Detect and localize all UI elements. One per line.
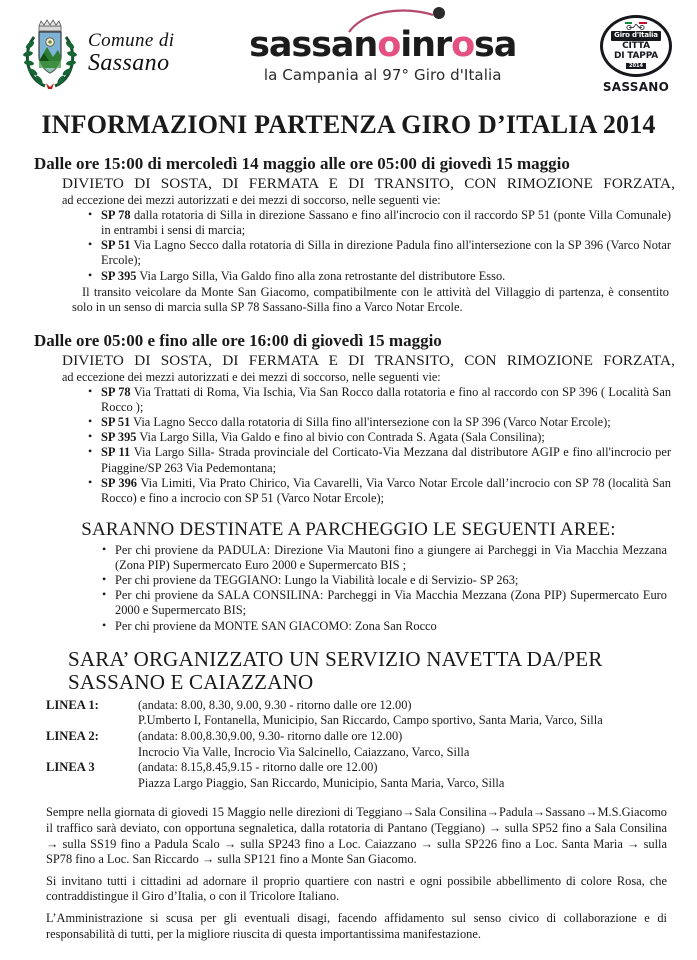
parking-heading: SARANNO DESTINATE A PARCHEGGIO LE SEGUENTI AREE: bbox=[81, 518, 616, 540]
closing-paragraph-1: Sempre nella giornata di giovedi 15 Maggio nelle direzioni di Teggiano→Sala Consilina→Padula→Sassano→M.S.Giacomo il traffico sarà deviato, con opportuna segnaletica, dalla rotatoria di Pantano (Teggiano) → sulla SP52 fino a Sala Consilina → sulla SS19 fino a Padula Scalo → sulla SP243 fino a Loc. Caiazzano → sulla SP226 fino a Loc. Santa Maria → sulla SP78 fino a Loc. San Riccardo → sulla SP121 fino a Monte San Giacomo. bbox=[46, 805, 667, 867]
road-code: SP 78 bbox=[101, 384, 131, 399]
road-code: SP 11 bbox=[101, 445, 131, 460]
wordmark-part-2: an bbox=[330, 25, 378, 65]
road-description: dalla rotatoria di Silla in direzione Sassano e fino all'incrocio con il raccordo SP 51 (ponte Villa Comunale) in entrambi i sensi di marcia; bbox=[101, 208, 671, 238]
road-description: Via Lagno Secco dalla rotatoria di Silla fino all'intersezione con la SP 396 (Varco Notar Ercole); bbox=[130, 415, 611, 430]
shuttle-line-row bbox=[46, 729, 681, 745]
list-item bbox=[88, 430, 671, 445]
section2-exception: ad eccezione dei mezzi autorizzati e dei mezzi di soccorso, nelle seguenti vie: bbox=[62, 369, 441, 384]
sassanoinrosa-wordmark bbox=[249, 25, 517, 65]
road-description: Via Largo Silla, Via Galdo e fino al bivio con Contrada S. Agata (Sala Consilina); bbox=[136, 430, 545, 445]
section1-road-list bbox=[88, 208, 671, 284]
citta-label: CITTÀ bbox=[622, 40, 650, 51]
page-title: INFORMAZIONI PARTENZA GIRO D’ITALIA 2014 bbox=[41, 110, 656, 139]
list-item bbox=[88, 445, 671, 475]
bicycle-icon bbox=[625, 22, 647, 30]
shuttle-line-times: (andata: 8.15,8.45,9.15 - ritorno dalle ore 12.00) bbox=[138, 760, 378, 775]
road-code: SP 396 bbox=[101, 475, 138, 490]
road-code: SP 78 bbox=[101, 208, 131, 222]
shuttle-heading-line2: SASSANO E CAIAZZANO bbox=[68, 670, 314, 695]
road-description: Via Lagno Secco dalla rotatoria di Silla in direzione Padula fino all'intersezione con la SP 396 (Varco Notar Ercole); bbox=[101, 238, 671, 268]
list-item: • Per chi proviene da PADULA: Direzione Via Mautoni fino a giungere ai Parcheggi in Via Macchia Mezzana (Zona PIP) Supermercato Euro 2000 e Supermercato BIS ; bbox=[102, 543, 667, 573]
sassanoinrosa-tagline: la Campania al 97° Giro d'Italia bbox=[263, 66, 502, 84]
list-item: • Per chi proviene da TEGGIANO: Lungo la Viabilità locale e di Servizio- SP 263; bbox=[102, 573, 667, 588]
section1-heading: Dalle ore 15:00 di mercoledì 14 maggio alle ore 05:00 di giovedì 15 maggio bbox=[34, 154, 570, 173]
citta-di-tappa-badge bbox=[600, 15, 672, 77]
closing-notes bbox=[46, 805, 667, 942]
comune-logo-group bbox=[22, 17, 174, 91]
wordmark-o-2: o bbox=[451, 25, 475, 65]
section-timeframe-2 bbox=[16, 331, 681, 506]
closing-paragraph-3: L’Amministrazione si scusa per gli eventuali disagi, facendo affidamento sul senso civico di collaborazione e di responsabilità di tutti, per la migliore riuscita di questa importantissima manifestazione. bbox=[46, 911, 667, 941]
di-tappa-label: DI TAPPA bbox=[613, 51, 659, 62]
road-code: SP 395 bbox=[101, 268, 137, 283]
shuttle-line-label: LINEA 1: bbox=[46, 697, 99, 712]
badge-year: 2014 bbox=[626, 63, 646, 69]
section1-prohibition: DIVIETO DI SOSTA, DI FERMATA E DI TRANSITO, CON RIMOZIONE FORZATA, bbox=[62, 175, 675, 192]
road-code: SP 51 bbox=[101, 415, 131, 430]
road-description: Via Largo Silla- Strada provinciale del Corticato-Via Mezzana dal distributore AGIP e fino all'incrocio per Piaggine/SP 263 Via Pedemontana; bbox=[101, 445, 671, 475]
road-description: Via Largo Silla, Via Galdo fino alla zona retrostante del distributore Esso. bbox=[136, 268, 506, 283]
sassanoinrosa-logo bbox=[249, 25, 517, 84]
list-item bbox=[88, 385, 671, 415]
shuttle-line-stops: P.Umberto I, Fontanella, Municipio, San Riccardo, Campo sportivo, Santa Maria, Varco, Silla bbox=[138, 713, 603, 728]
shuttle-heading-line1: SARA’ ORGANIZZATO UN SERVIZIO NAVETTA DA/PER bbox=[68, 646, 603, 671]
shuttle-line-times: (andata: 8.00, 8.30, 9.00, 9.30 - ritorno dalle ore 12.00) bbox=[138, 697, 412, 712]
wordmark-o-1: o bbox=[377, 25, 401, 65]
wordmark-part-4: sa bbox=[474, 25, 517, 65]
list-item bbox=[88, 476, 671, 506]
list-item bbox=[88, 238, 671, 268]
road-description: Via Limiti, Via Prato Chirico, Via Cavarelli, Via Varco Notar Ercole dall’incrocio con SP 78 (località San Rocco) e fino a incrocio con SP 51 (Varco Notar Ercole); bbox=[101, 475, 671, 505]
shuttle-lines bbox=[46, 698, 681, 792]
list-item: • Per chi proviene da MONTE SAN GIACOMO: Zona San Rocco bbox=[102, 619, 667, 634]
section2-heading: Dalle ore 05:00 e fino alle ore 16:00 di giovedì 15 maggio bbox=[34, 330, 442, 350]
list-item: • Per chi proviene da SALA CONSILINA: Parcheggi in Via Macchia Mezzana (Zona PIP) Supermercato Euro 2000 e Supermercato BIS; bbox=[102, 588, 667, 618]
section2-prohibition: DIVIETO DI SOSTA, DI FERMATA E DI TRANSITO, CON RIMOZIONE FORZATA, bbox=[62, 351, 675, 369]
parking-list bbox=[102, 543, 667, 634]
shuttle-line-label: LINEA 3 bbox=[46, 760, 95, 775]
road-code: SP 395 bbox=[101, 430, 137, 445]
shuttle-line-label: LINEA 2: bbox=[46, 728, 99, 743]
list-item bbox=[88, 415, 671, 430]
section-shuttle bbox=[16, 648, 681, 792]
shuttle-line-stops: Incrocio Via Valle, Incrocio Via Salcinello, Caiazzano, Varco, Silla bbox=[138, 744, 470, 759]
section-timeframe-1 bbox=[16, 154, 681, 315]
shuttle-line-times: (andata: 8.00,8.30,9.00, 9.30- ritorno dalle ore 12.00) bbox=[138, 728, 403, 743]
list-item bbox=[88, 269, 671, 284]
section1-transit-note: Il transito veicolare da Monte San Giacomo, compatibilmente con le attività del Villaggio di partenza, è consentito solo in un senso di marcia sulla SP 78 Sassano-Silla fino a Varco Notar Ercole. bbox=[72, 284, 669, 314]
comune-label-line2: Sassano bbox=[88, 50, 170, 77]
shuttle-line-stops: Piazza Largo Piaggio, San Riccardo, Municipio, Santa Maria, Varco, Silla bbox=[138, 775, 505, 790]
shuttle-line-row bbox=[46, 760, 681, 776]
section1-exception: ad eccezione dei mezzi autorizzati e dei mezzi di soccorso, nelle seguenti vie: bbox=[62, 193, 441, 207]
wordmark-part-1: sass bbox=[249, 25, 331, 65]
citta-di-tappa-badge-group bbox=[597, 15, 675, 94]
document-header bbox=[16, 8, 681, 100]
road-description: Via Trattati di Roma, Via Ischia, Via San Rocco dalla rotatoria e fino al raccordo con SP 396 ( Località San Rocco ); bbox=[101, 384, 672, 414]
comune-name bbox=[88, 31, 174, 77]
closing-paragraph-2: Si invitano tutti i cittadini ad adornare il proprio quartiere con nastri e ogni possibile abbellimento di colore Rosa, che contraddistingue il Giro d’Italia, o con il Tricolore Italiano. bbox=[46, 873, 667, 904]
list-item bbox=[88, 208, 671, 238]
wordmark-part-3: inr bbox=[400, 25, 452, 65]
shuttle-line-row bbox=[46, 698, 681, 714]
section-parking bbox=[16, 519, 681, 634]
comune-label-line1: Comune di bbox=[88, 30, 175, 52]
giro-ditalia-label: Giro d'Italia bbox=[611, 31, 661, 41]
coat-of-arms-icon bbox=[22, 17, 78, 91]
section2-road-list bbox=[88, 385, 671, 506]
badge-city-name: SASSANO bbox=[602, 79, 670, 94]
road-code: SP 51 bbox=[101, 238, 131, 253]
